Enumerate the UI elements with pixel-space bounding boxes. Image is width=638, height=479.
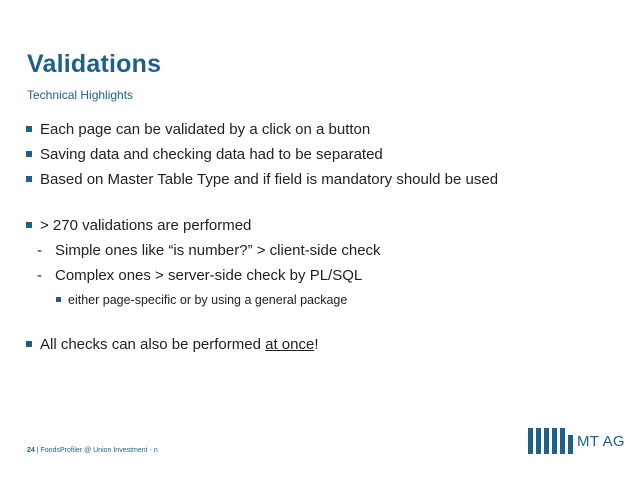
sub-bullet-text: Simple ones like “is number?” > client-side check <box>55 242 381 259</box>
slide-subtitle: Technical Highlights <box>27 88 134 102</box>
dash-marker: - <box>37 242 42 259</box>
sub-bullet-item <box>25 242 625 260</box>
bullet-text: Each page can be validated by a click on a button <box>40 121 371 138</box>
logo-text: MT AG <box>577 433 625 450</box>
bullet-text: > 270 validations are performed <box>40 217 252 234</box>
footer <box>27 447 158 454</box>
spacer <box>25 196 625 217</box>
sub-sub-bullet-item <box>25 292 625 308</box>
bullet-item <box>25 336 625 354</box>
sub-sub-bullet-text: either page-specific or by using a general package <box>68 293 348 307</box>
bullet-text: Saving data and checking data had to be separated <box>40 146 383 163</box>
bullet-item <box>25 171 625 189</box>
slide-content <box>25 121 625 361</box>
bullet-text-after: ! <box>314 336 319 353</box>
dash-marker: - <box>37 267 42 284</box>
bullet-text-underlined: at once <box>265 336 315 353</box>
bullet-square-icon <box>26 126 32 132</box>
footer-text: | FondsProfiler @ Union Investment - n <box>34 447 158 454</box>
bullet-square-icon <box>26 222 32 228</box>
slide-title: Validations <box>27 50 162 78</box>
bullet-item <box>25 146 625 164</box>
sub-bullet-item <box>25 267 625 285</box>
bullet-square-icon <box>26 341 32 347</box>
page-number: 24 <box>27 447 35 454</box>
sub-bullet-text: Complex ones > server-side check by PL/SQL <box>55 267 363 284</box>
bullet-item <box>25 217 625 235</box>
bullet-square-icon <box>26 151 32 157</box>
bullet-square-icon <box>26 176 32 182</box>
bullet-item <box>25 121 625 139</box>
bullet-square-icon <box>56 297 61 302</box>
bullet-text: Based on Master Table Type and if field is mandatory should be used <box>40 171 499 188</box>
bullet-text-before: All checks can also be performed <box>40 336 266 353</box>
spacer <box>25 315 625 336</box>
